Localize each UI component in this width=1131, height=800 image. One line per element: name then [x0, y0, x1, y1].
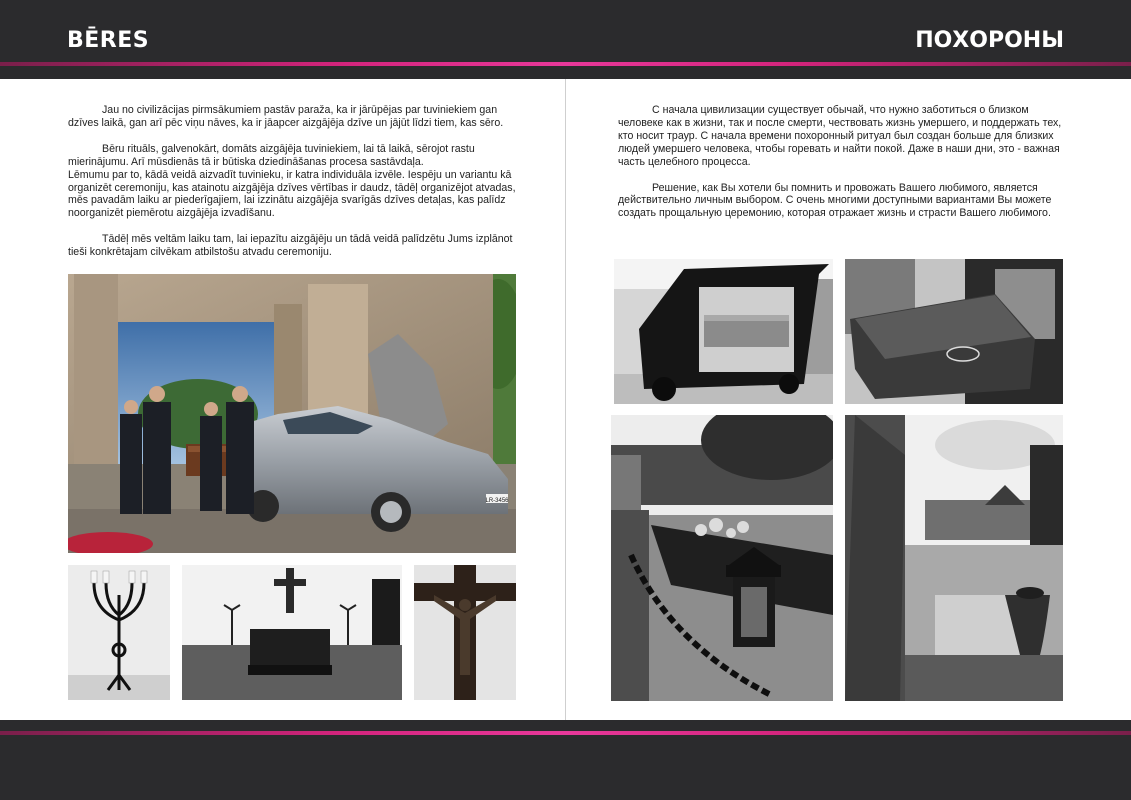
license-plate: LR-3456 [485, 498, 509, 504]
right-paragraph-2: Решение, как Вы хотели бы помнить и провожать Вашего любимого, является действительно личным выбором. С очень многими доступными вариантами Вы можете создать прощальную церемонию, которая отражает жизнь и страсти Вашего любимого. [618, 181, 1052, 220]
left-body-text [68, 104, 518, 272]
grave-lantern-photo [611, 415, 833, 701]
page-title-right: ПОХОРОНЫ [915, 28, 1064, 53]
candelabra-photo [68, 565, 170, 700]
hearse-photo [68, 274, 516, 553]
right-page [566, 79, 1131, 720]
accent-stripe-bottom [0, 731, 1131, 735]
coffin-photo [845, 259, 1063, 404]
left-paragraph-2a: Bēru rituāls, galvenokārt, domāts aizgājēja tuviniekiem, lai tā laikā, sērojot rastu mierinājumu. Arī mūsdienās tā ir būtiska dziedināšanas procesa sastāvdaļa. [68, 142, 475, 168]
grave-garden-photo [845, 415, 1063, 701]
left-page [0, 79, 566, 720]
left-paragraph-3: Tādēļ mēs veltām laiku tam, lai iepazītu aizgājēju un tādā veidā palīdzētu Jums izplānot tieši konkrētajam cilvēkam atbilstošu atvadu ceremoniju. [68, 233, 513, 259]
left-paragraph-1: Jau no civilizācijas pirmsākumiem pastāv paraža, ka ir jārūpējas par tuviniekiem gan dzīves laikā, gan arī pēc viņu nāves, ka ir jāapcer aizgājēja dzīve un jājūt līdzi tiem, kas sēro. [68, 104, 504, 129]
page-title-left: BĒRES [67, 28, 150, 53]
chapel-photo [182, 565, 402, 700]
crucifix-photo [414, 565, 516, 700]
left-paragraph-2b: Lēmumu par to, kādā veidā aizvadīt tuvinieku, ir katra individuāla izvēle. Iespēju un variantu kā organizēt ceremoniju, kas atainotu aizgājēja dzīves vērtības ir daudz, tādēļ organizējot atvadas, mēs pavadām laiku ar piederīgajiem, lai izzinātu aizgājēja svarīgās dzīves detaļas, kas palīdz noorganizēt piemērotu aizgājēja izvadīšanu. [68, 168, 516, 220]
hearse-van-photo [614, 259, 833, 404]
right-body-text [618, 104, 1070, 233]
header-bar [0, 0, 1131, 79]
accent-stripe-top [0, 62, 1131, 66]
right-paragraph-1: С начала цивилизации существует обычай, что нужно заботиться о близком человеке как в жизни, так и после смерти, чествовать жизнь умершего, и поддержать тех, кто носит траур. С начала времени похоронный ритуал был создан больше для близких людей умершего человека, чтобы горевать и найти покой. Даже в наши дни, это - важная часть целебного процесса. [618, 104, 1062, 168]
